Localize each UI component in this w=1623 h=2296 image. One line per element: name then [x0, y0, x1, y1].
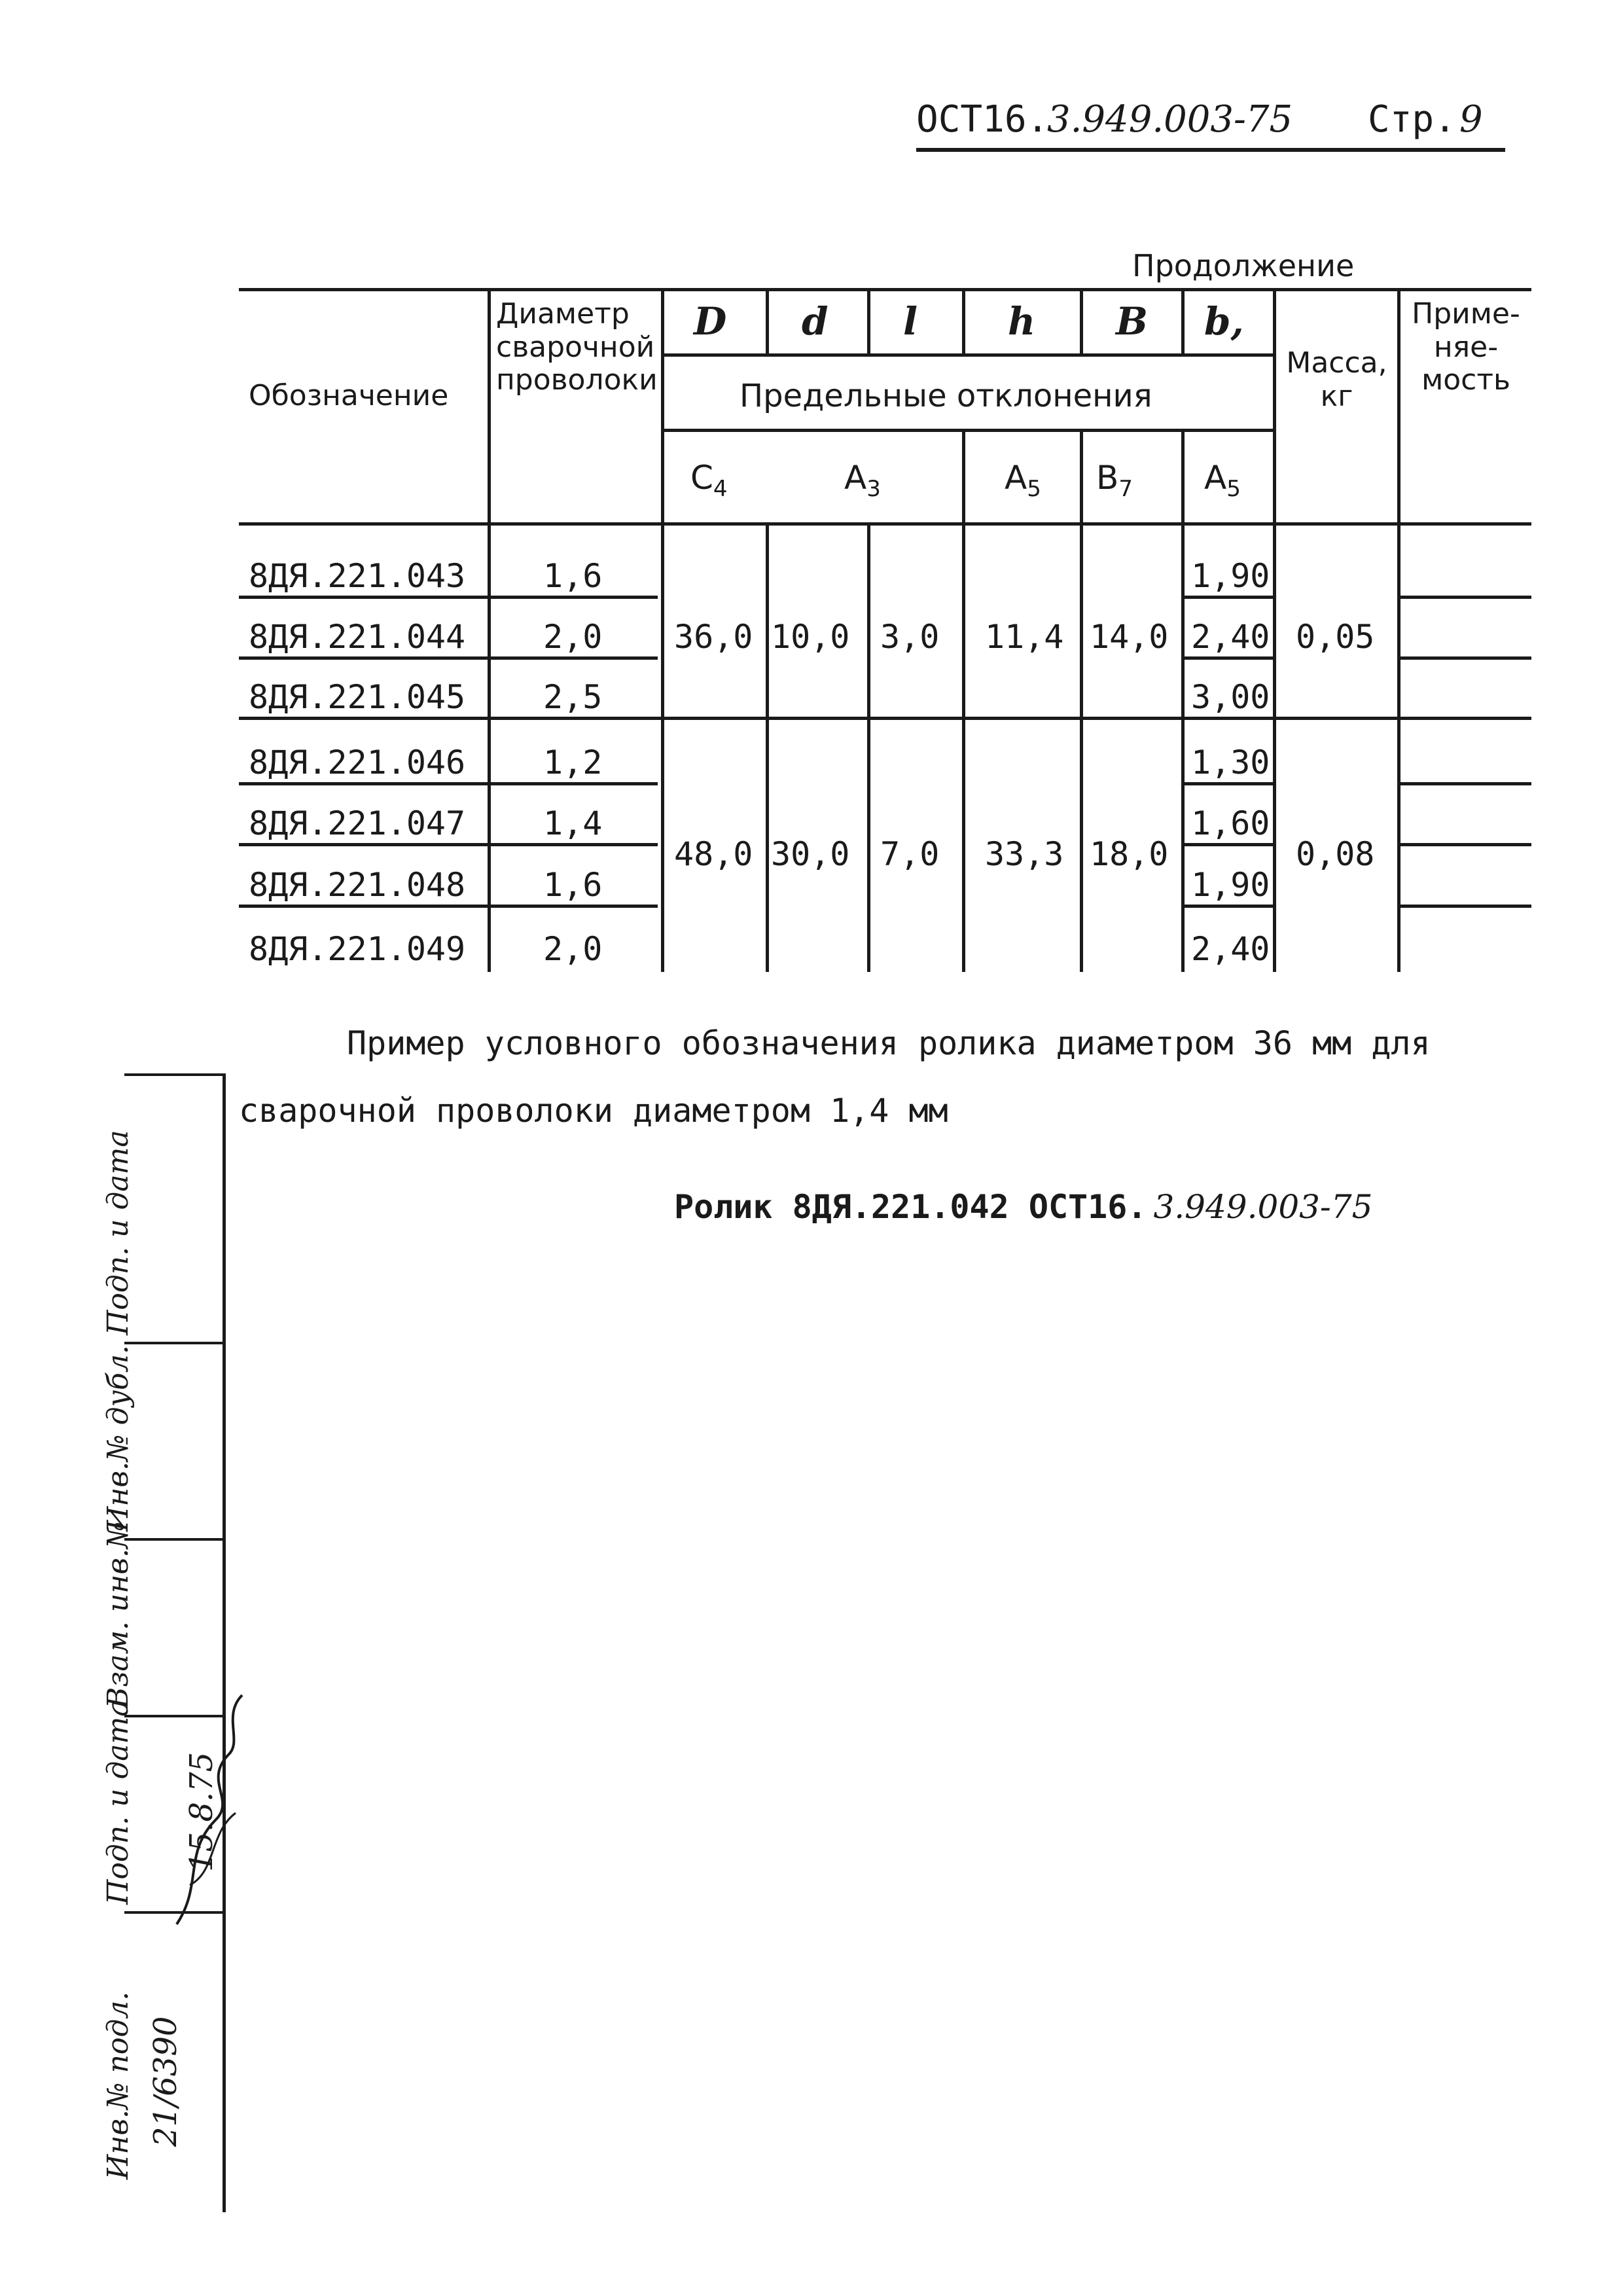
- row-designation: 8ДЯ.221.045: [249, 678, 466, 716]
- tolerance-index: 3: [866, 476, 881, 502]
- row-b1: 2,40: [1191, 930, 1270, 968]
- tolerance-B: [1096, 461, 1133, 500]
- row-designation: 8ДЯ.221.046: [249, 744, 466, 781]
- stamp-border: [124, 1538, 226, 1541]
- col-rule: [867, 522, 870, 972]
- table-caption: Продолжение: [1132, 248, 1355, 283]
- row-rule: [239, 596, 658, 599]
- stamp-label-replace: Взам. инв.№: [101, 1521, 135, 1708]
- row-wire: 2,0: [543, 618, 603, 656]
- col-rule: [766, 522, 769, 972]
- row-wire: 1,2: [543, 744, 603, 781]
- row-rule: [1400, 782, 1531, 785]
- col-rule: [488, 288, 491, 972]
- group-B: 18,0: [1090, 835, 1169, 873]
- row-wire: 2,0: [543, 930, 603, 968]
- example-designation-text: Ролик 8ДЯ.221.042 ОСТ16.: [674, 1188, 1147, 1226]
- row-designation: 8ДЯ.221.047: [249, 804, 466, 842]
- col-rule: [661, 288, 664, 972]
- stamp-border: [124, 1342, 226, 1344]
- row-rule: [239, 905, 658, 908]
- tolerance-index: 4: [713, 476, 728, 502]
- col-rule: [962, 429, 965, 972]
- row-designation: 8ДЯ.221.043: [249, 557, 466, 595]
- tolerance-letter: A: [1005, 459, 1027, 497]
- signature-icon: [164, 1689, 255, 1937]
- tolerance-index: 7: [1118, 476, 1133, 502]
- stamp-inv-number: 21/6390: [147, 2016, 184, 2147]
- group-l: 7,0: [880, 835, 940, 873]
- col-rule: [1397, 288, 1400, 972]
- tolerance-letter: B: [1096, 459, 1119, 497]
- col-rule: [1273, 288, 1276, 972]
- symbol-d: d: [802, 299, 829, 344]
- col-rule: [1181, 288, 1185, 353]
- document-header: [916, 98, 1505, 157]
- standard-prefix: ОСТ16.: [916, 98, 1049, 141]
- col-rule: [1080, 429, 1083, 972]
- tolerance-D: [690, 461, 728, 500]
- tolerance-letter: A: [844, 459, 867, 497]
- symbol-l: l: [903, 299, 918, 344]
- row-b1: 2,40: [1191, 618, 1270, 656]
- col-rule: [766, 288, 769, 353]
- stamp-label-sign-date: Подп. и дата: [101, 1699, 135, 1905]
- row-rule: [1400, 905, 1531, 908]
- row-b1: 1,90: [1191, 557, 1270, 595]
- row-designation: 8ДЯ.221.044: [249, 618, 466, 656]
- col-rule: [962, 288, 965, 353]
- col-wire-diameter: Диаметр сварочной проволоки: [496, 297, 658, 397]
- limit-deviations-label: Предельные отклонения: [740, 378, 1152, 414]
- approval-stamp: [98, 1034, 249, 2212]
- row-wire: 1,6: [543, 557, 603, 595]
- stamp-label-dup: Инв.№ дубл.: [101, 1345, 135, 1532]
- group-d: 30,0: [771, 835, 850, 873]
- rule-symbols: [661, 353, 1276, 357]
- group-mass: 0,05: [1296, 618, 1375, 656]
- row-rule: [1185, 843, 1276, 846]
- example-line-1: Пример условного обозначения ролика диаметром 36 мм для: [347, 1024, 1431, 1062]
- row-rule: [1400, 843, 1531, 846]
- col-designation: Обозначение: [249, 379, 449, 412]
- row-wire: 1,4: [543, 804, 603, 842]
- symbol-h: h: [1008, 299, 1036, 344]
- stamp-label-inv: Инв.№ подл.: [101, 1991, 135, 2179]
- tolerance-index: 5: [1226, 476, 1241, 502]
- row-rule: [239, 782, 658, 785]
- header-rule: [916, 148, 1505, 152]
- rule-group-split: [239, 717, 1531, 720]
- page-label: Стр.: [1368, 98, 1456, 141]
- col-mass: Масса, кг: [1286, 346, 1387, 413]
- group-B: 14,0: [1090, 618, 1169, 656]
- col-rule: [1181, 429, 1185, 972]
- example-designation: [674, 1188, 1372, 1226]
- row-rule: [1185, 905, 1276, 908]
- tolerance-letter: A: [1204, 459, 1227, 497]
- tolerance-dl: [844, 461, 881, 500]
- page-number: 9: [1459, 98, 1483, 141]
- stamp-border: [223, 1073, 226, 2212]
- group-h: 33,3: [985, 835, 1064, 873]
- example-designation-hand: 3.949.003-75: [1153, 1188, 1373, 1226]
- tolerance-index: 5: [1027, 476, 1041, 502]
- symbol-b1: b,: [1204, 299, 1244, 344]
- rule-top: [239, 288, 1531, 291]
- rule-header-bottom: [239, 522, 1531, 526]
- group-h: 11,4: [985, 618, 1064, 656]
- row-b1: 1,90: [1191, 866, 1270, 904]
- row-rule: [1185, 656, 1276, 660]
- group-D: 36,0: [674, 618, 753, 656]
- group-d: 10,0: [771, 618, 850, 656]
- row-designation: 8ДЯ.221.048: [249, 866, 466, 904]
- rule-limits: [661, 429, 1276, 432]
- tolerance-letter: C: [690, 459, 713, 497]
- row-wire: 1,6: [543, 866, 603, 904]
- row-rule: [1400, 656, 1531, 660]
- row-b1: 1,60: [1191, 804, 1270, 842]
- symbol-D: D: [694, 299, 727, 344]
- stamp-date: 15.8.75: [183, 1751, 220, 1872]
- col-rule: [1080, 288, 1083, 353]
- group-l: 3,0: [880, 618, 940, 656]
- row-rule: [239, 843, 658, 846]
- standard-number: 3.949.003-75: [1047, 98, 1293, 141]
- tolerance-h: [1005, 461, 1041, 500]
- row-rule: [239, 656, 658, 660]
- symbol-B: B: [1116, 299, 1149, 344]
- stamp-label-sign-date-2: Подп. и дата: [101, 1130, 135, 1335]
- row-b1: 3,00: [1191, 678, 1270, 716]
- example-line-2: сварочной проволоки диаметром 1,4 мм: [239, 1092, 948, 1130]
- row-b1: 1,30: [1191, 744, 1270, 781]
- group-D: 48,0: [674, 835, 753, 873]
- group-mass: 0,08: [1296, 835, 1375, 873]
- col-rule: [867, 288, 870, 353]
- row-designation: 8ДЯ.221.049: [249, 930, 466, 968]
- row-wire: 2,5: [543, 678, 603, 716]
- col-applicability: Приме-няе-мость: [1412, 297, 1520, 397]
- stamp-border: [124, 1073, 226, 1076]
- row-rule: [1185, 782, 1276, 785]
- tolerance-b1: [1204, 461, 1241, 500]
- row-rule: [1400, 596, 1531, 599]
- row-rule: [1185, 596, 1276, 599]
